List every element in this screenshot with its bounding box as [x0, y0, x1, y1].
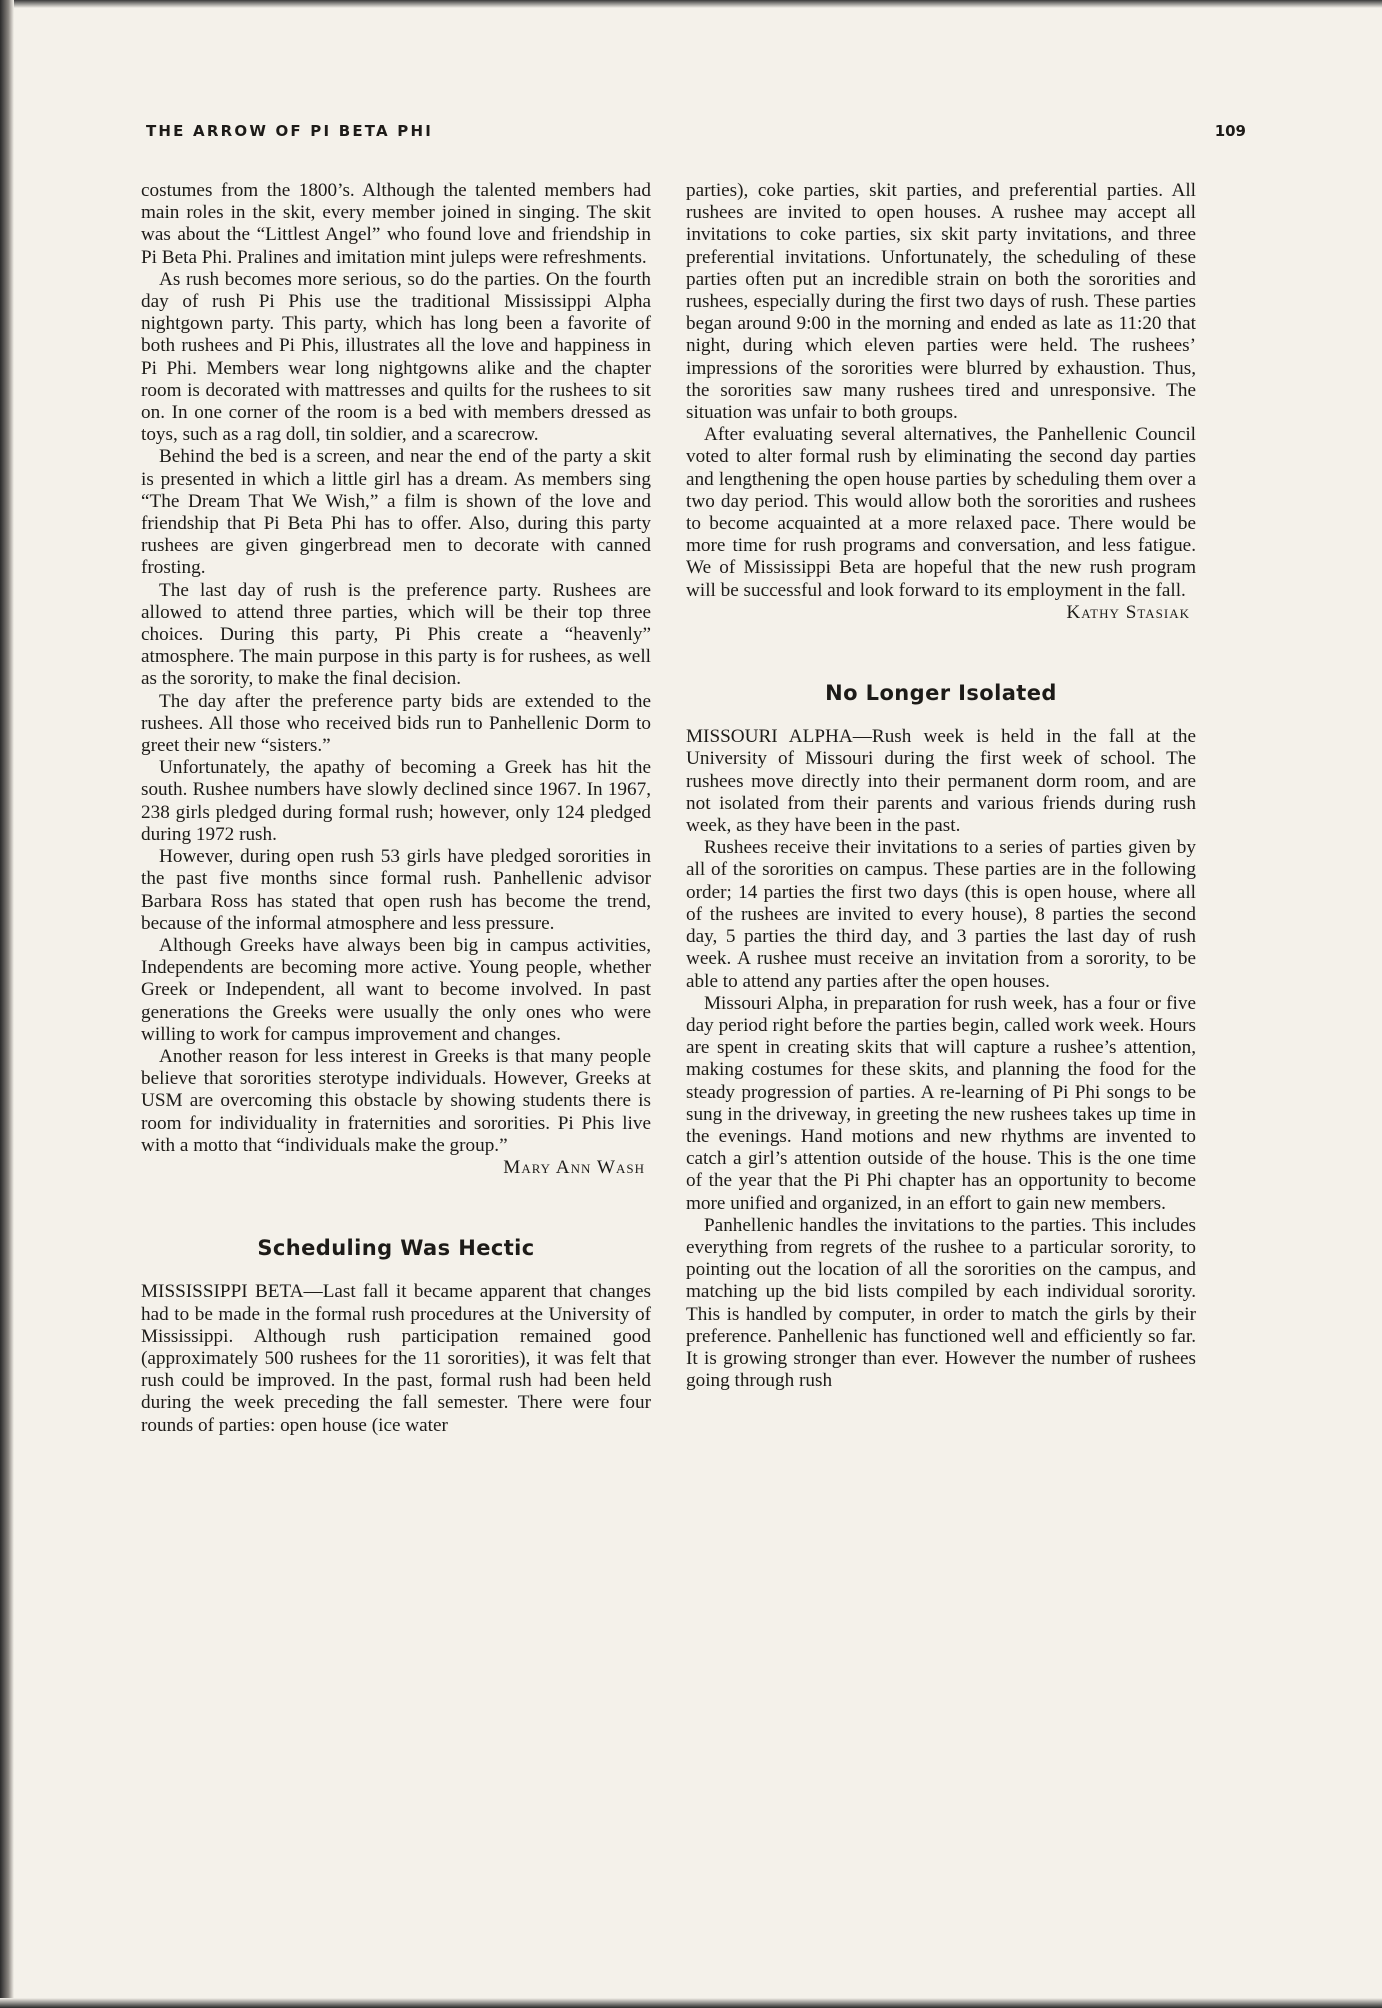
paragraph: costumes from the 1800’s. Although the talented members had main roles in the skit, every member joined in singing. The skit was about the “Littlest Angel” who found love and friendship in Pi Beta Phi. Pralines and imitation mint juleps were refreshments. — [141, 180, 651, 268]
paragraph: Behind the bed is a screen, and near the end of the party a skit is presented in which a little girl has a dream. As members sing “The Dream That We Wish,” a film is shown of the love and friendship that Pi Beta Phi has to offer. Also, during this party rushees are given gingerbread men to decorate with canned frosting. — [141, 446, 651, 579]
paragraph: parties), coke parties, skit parties, and preferential parties. All rushees are invited to open houses. A rushee may accept all invitations to coke parties, six skit party invitations, and three preferential invitations. Unfortunately, the scheduling of these parties often put an incredible strain on both the sororities and rushees, especially during the first two days of rush. These parties began around 9:00 in the morning and ended as late as 11:20 that night, during which eleven parties were held. The rushees’ impressions of the sororities were blurred by exhaustion. Thus, the sororities saw many rushees tired and unresponsive. The situation was unfair to both groups. — [686, 180, 1196, 424]
paragraph: MISSISSIPPI BETA—Last fall it became apparent that changes had to be made in the formal rush procedures at the University of Mississippi. Although rush participation remained good (approximately 500 rushees for the 11 sororities), it was felt that rush could be improved. In the past, formal rush had been held during the week preceding the fall semester. There were four rounds of parties: open house (ice water — [141, 1281, 651, 1436]
section-heading: Scheduling Was Hectic — [257, 1236, 535, 1261]
paragraph: MISSOURI ALPHA—Rush week is held in the fall at the University of Missouri during the first week of school. The rushees move directly into their permanent dorm room, and are not isolated from their parents and various friends during rush week, as they have been in the past. — [686, 726, 1196, 837]
section-heading: No Longer Isolated — [825, 681, 1057, 706]
right-column — [686, 180, 1196, 1392]
page-edge-shadow-bottom — [0, 1998, 1382, 2008]
page-edge-shadow-top — [0, 0, 1382, 8]
paragraph: The day after the preference party bids are extended to the rushees. All those who received bids run to Panhellenic Dorm to greet their new “sisters.” — [141, 690, 651, 757]
paragraph: Unfortunately, the apathy of becoming a Greek has hit the south. Rushee numbers have slowly declined since 1967. In 1967, 238 girls pledged during formal rush; however, only 124 pledged during 1972 rush. — [141, 757, 651, 845]
paragraph: However, during open rush 53 girls have pledged sororities in the past five months since formal rush. Panhellenic advisor Barbara Ross has stated that open rush has become the trend, because of the informal atmosphere and less pressure. — [141, 846, 651, 934]
journal-title: THE ARROW OF PI BETA PHI — [146, 122, 434, 140]
page-edge-shadow-left — [0, 0, 14, 2008]
paragraph: As rush becomes more serious, so do the parties. On the fourth day of rush Pi Phis use the traditional Mississippi Alpha nightgown party. This party, which has long been a favorite of both rushees and Pi Phis, illustrates all the love and happiness in Pi Phi. Members wear long nightgowns alike and the chapter room is decorated with mattresses and quilts for the rushees to sit on. In one corner of the room is a bed with members dressed as toys, such as a rag doll, tin soldier, and a scarecrow. — [141, 268, 651, 446]
page-number: 109 — [1214, 122, 1246, 140]
author-signature: Kathy Stasiak — [1066, 601, 1190, 623]
paragraph: Rushees receive their invitations to a series of parties given by all of the sororities on campus. These parties are in the following order; 14 parties the first two days (this is open house, where all of the rushees are invited to every house), 8 parties the second day, 5 parties the third day, and 3 parties the last day of rush week. A rushee must receive an invitation from a sorority, to be able to attend any parties after the open houses. — [686, 837, 1196, 992]
paragraph: Although Greeks have always been big in campus activities, Independents are becoming more active. Young people, whether Greek or Independent, all want to become involved. In past generations the Greeks were usually the only ones who were willing to work for campus improvement and changes. — [141, 934, 651, 1045]
left-column — [141, 180, 651, 1437]
paragraph: After evaluating several alternatives, the Panhellenic Council voted to alter formal rush by eliminating the second day parties and lengthening the open house parties by scheduling them over a two day period. This would allow both the sororities and rushees to become acquainted at a more relaxed pace. There would be more time for rush programs and conversation, and less fatigue. We of Mississippi Beta are hopeful that the new rush program will be successful and look forward to its employment in the fall. — [686, 424, 1196, 601]
paragraph: Another reason for less interest in Greeks is that many people believe that sororities sterotype individuals. However, Greeks at USM are overcoming this obstacle by showing students there is room for individuality in fraternities and sororities. Pi Phis live with a motto that “individuals make the group.” — [141, 1045, 651, 1156]
paragraph: Missouri Alpha, in preparation for rush week, has a four or five day period right before the parties begin, called work week. Hours are spent in creating skits that will capture a rushee’s attention, making costumes for these skits, and planning the food for the steady progression of parties. A re-learning of Pi Phi songs to be sung in the driveway, in greeting the new rushees takes up time in the evenings. Hand motions and new rhythms are invented to catch a girl’s attention outside of the house. This is the one time of the year that the Pi Phi chapter has an opportunity to become more unified and organized, in an effort to gain new members. — [686, 992, 1196, 1214]
running-head — [146, 122, 1246, 146]
author-signature: Mary Ann Wash — [503, 1156, 645, 1178]
paragraph: The last day of rush is the preference party. Rushees are allowed to attend three parties, which will be their top three choices. During this party, Pi Phis create a “heavenly” atmosphere. The main purpose in this party is for rushees, as well as the sorority, to make the final decision. — [141, 579, 651, 690]
paragraph: Panhellenic handles the invitations to the parties. This includes everything from regrets of the rushee to a particular sorority, to pointing out the location of all the sororities on the campus, and matching up the bid lists compiled by each individual sorority. This is handled by computer, in order to match the girls by their preference. Panhellenic has functioned well and efficiently so far. It is growing stronger than ever. However the number of rushees going through rush — [686, 1214, 1196, 1392]
